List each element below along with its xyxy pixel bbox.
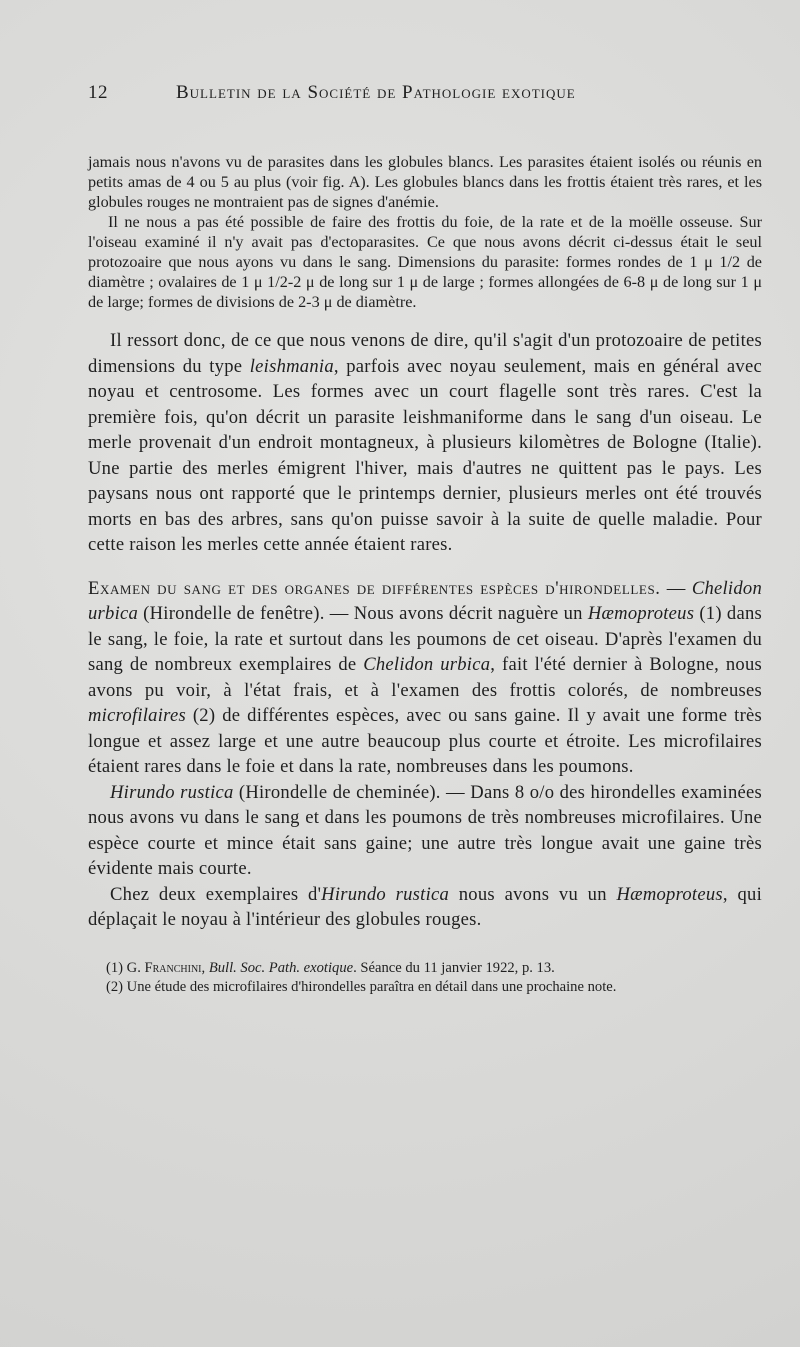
paragraph-chelidon bbox=[88, 576, 762, 780]
footnote-2: (2) Une étude des microfilaires d'hirondelles paraîtra en détail dans une prochaine note. bbox=[106, 978, 617, 995]
footnote-citation: . Séance du 11 janvier 1922, p. 13. bbox=[353, 959, 555, 976]
paragraph-conclusion bbox=[88, 328, 762, 558]
text-run: (Hirondelle de cheminée). — Dans 8 o/o des hirondelles examinées nous avons vu dans le sang et dans les poumons de très nombreuses microfilaires. Une espèce courte et mince était sans gaine; une autre très longue avait une gaine très évidente mais courte. bbox=[88, 781, 762, 879]
species-name: Chelidon urbica bbox=[88, 577, 762, 624]
text-run: Chez deux exemplaires d' bbox=[110, 883, 322, 905]
footnote-journal: Bull. Soc. Path. exotique bbox=[208, 959, 354, 976]
running-header bbox=[88, 82, 762, 116]
footnotes bbox=[88, 959, 762, 997]
small-print-block bbox=[88, 152, 762, 312]
journal-title: Bulletin de la Société de Pathologie exotique bbox=[176, 82, 576, 103]
section-heading: Examen du sang et des organes de différentes espèces d'hirondelles. bbox=[88, 577, 661, 599]
footnote-author: G. Franchini bbox=[126, 959, 202, 976]
italic-term: Hæmoproteus bbox=[616, 883, 723, 905]
paragraph-haemoproteus bbox=[88, 882, 762, 933]
paragraph-parasites-description: jamais nous n'avons vu de parasites dans les globules blancs. Les parasites étaient isolés ou réunis en petits amas de 4 ou 5 au plus (voir fig. A). Les globules blancs dans les frottis étaient très rares, et les globules rouges ne montraient pas de signes d'anémie. bbox=[88, 153, 762, 211]
footnote-1 bbox=[88, 959, 762, 978]
main-text-block bbox=[88, 328, 762, 933]
footnote-mark: (1) bbox=[106, 959, 127, 976]
section-hirondelles bbox=[88, 576, 762, 933]
text-run: (Hirondelle de fenêtre). — Nous avons décrit naguère un bbox=[138, 603, 588, 624]
text-run: nous avons vu un bbox=[449, 883, 617, 905]
text-run: , parfois avec noyau seulement, mais en général avec noyau et centrosome. Les formes avec un court flagelle sont très rares. C'est la première fois, qu'on décrit un parasite leishmaniforme dans le sang d'un oiseau. Le merle provenait d'un endroit montagneux, à plusieurs kilomètres de Bologne (Italie). Une partie des merles émigrent l'hiver, mais d'autres ne quittent pas le pays. Les paysans nous ont rapporté que le printemps dernier, plusieurs merles ont été trouvés morts en bas des arbres, sans qu'on puisse savoir à la suite de quelle maladie. Pour cette raison les merles cette année étaient rares. bbox=[88, 355, 762, 555]
text-run: (1) dans le sang, le foie, la rate et surtout dans les poumons de cet oiseau. D'après l'examen du sang de nombreux exemplaires de bbox=[88, 603, 762, 675]
species-name: Hirundo rustica bbox=[110, 781, 234, 803]
italic-term: Hæmoproteus bbox=[587, 603, 695, 624]
italic-term: microfilaires bbox=[88, 705, 186, 726]
text-run: (2) de différentes espèces, avec ou sans gaine. Il y avait une forme très longue et assez large et une autre beaucoup plus courte et étroite. Les microfilaires étaient rares dans le foie et dans la rate, nombreuses dans les poumons. bbox=[88, 705, 762, 777]
species-name: Chelidon urbica bbox=[363, 654, 491, 675]
page-number: 12 bbox=[88, 82, 108, 103]
paragraph-dimensions: Il ne nous a pas été possible de faire des frottis du foie, de la rate et de la moëlle osseuse. Sur l'oiseau examiné il n'y avait pas d'ectoparasites. Ce que nous avons décrit ci-dessus était le seul protozoaire que nous ayons vu dans le sang. Dimensions du parasite: formes rondes de 1 μ 1/2 de diamètre ; ovalaires de 1 μ 1/2-2 μ de long sur 1 μ de large ; formes allongées de 6-8 μ de long sur 1 μ de large; formes de divisions de 2-3 μ de diamètre. bbox=[88, 213, 762, 311]
text-run: Il ressort donc, de ce que nous venons de dire, qu'il s'agit d'un protozoaire de petites dimensions du type bbox=[88, 330, 762, 377]
text-run: , fait l'été dernier à Bologne, nous avons pu voir, à l'état frais, et à l'examen des frottis colorés, de nombreuses bbox=[88, 654, 762, 701]
heading-dash: — bbox=[660, 577, 692, 599]
paragraph-hirundo bbox=[88, 780, 762, 882]
italic-term: leishmania bbox=[249, 355, 334, 377]
footnote-separator: , bbox=[201, 959, 209, 976]
text-run: , qui déplaçait le noyau à l'intérieur des globules rouges. bbox=[88, 883, 762, 930]
species-name: Hirundo rustica bbox=[321, 883, 450, 905]
